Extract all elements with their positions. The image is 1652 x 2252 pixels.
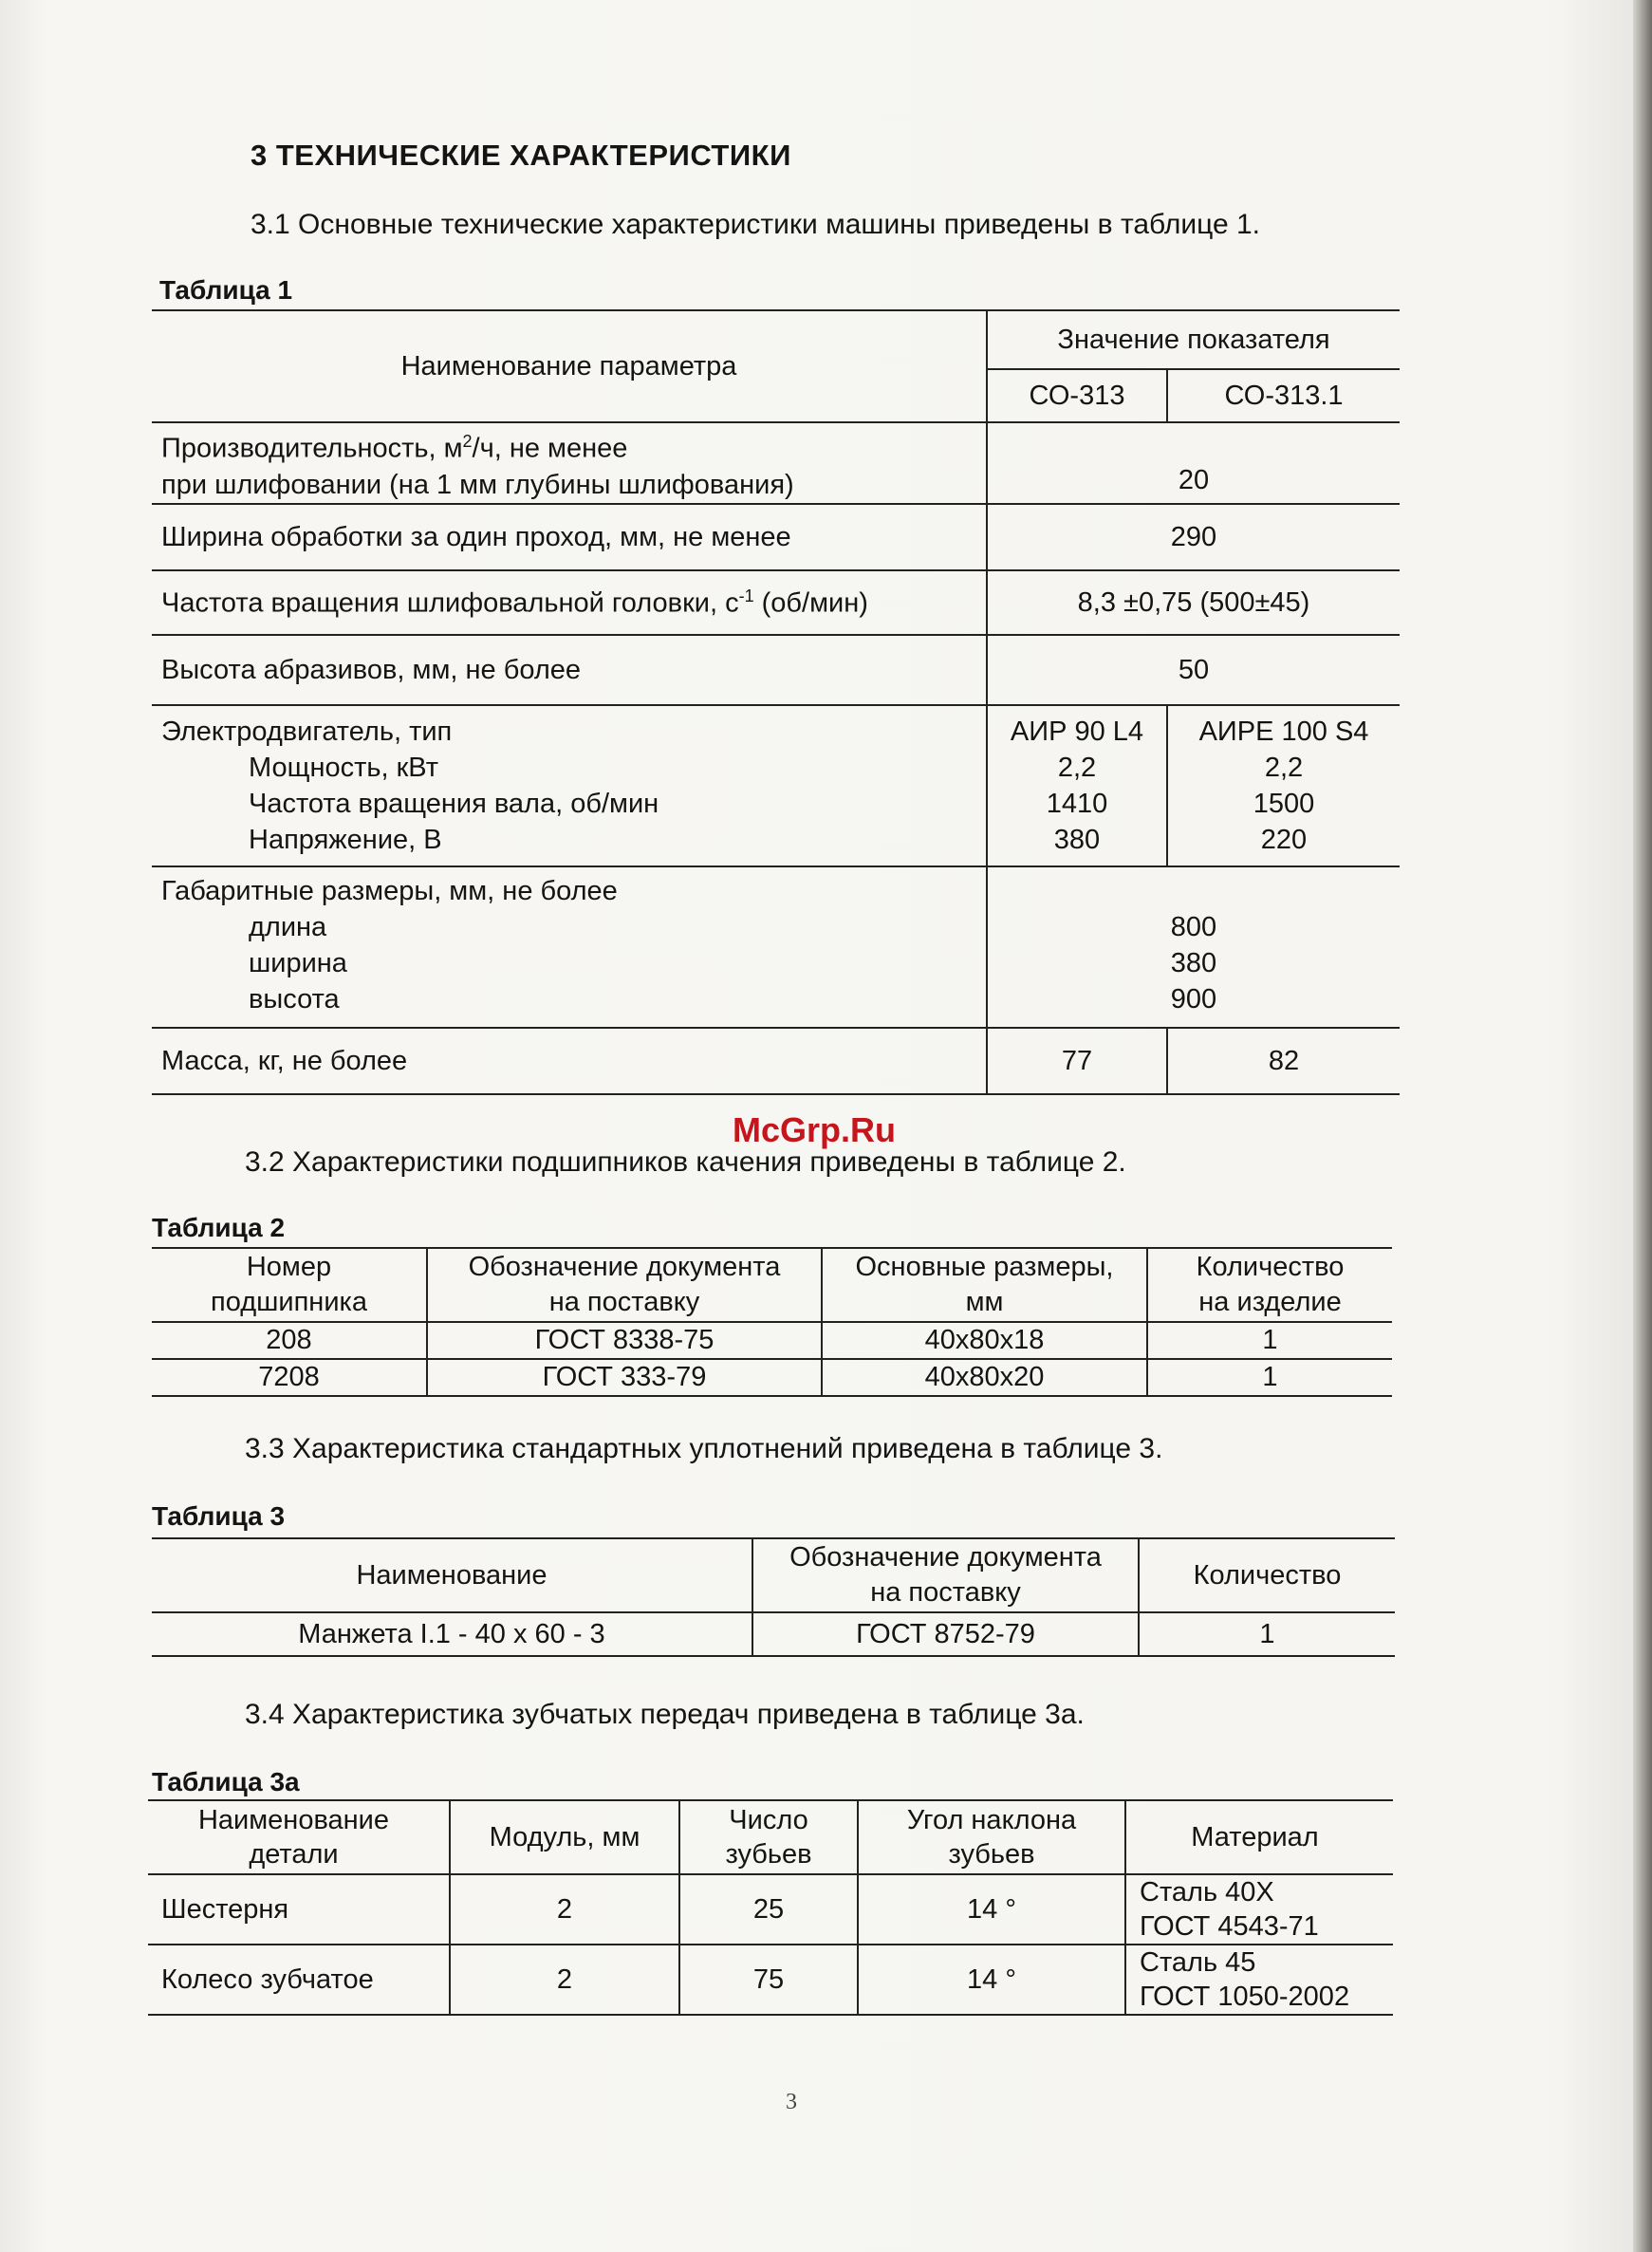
table1-col-a: СО-313 — [987, 369, 1167, 422]
table3-caption: Таблица 3 — [152, 1501, 286, 1531]
table1-head-param: Наименование параметра — [152, 310, 987, 422]
table-row: Производительность, $м^2/ч$, не менее при шлифовании (на 1 мм глубины шлифования) 20 — [152, 422, 1400, 504]
paragraph-3-2: 3.2 Характеристики подшипников качения приведены в таблице 2. — [245, 1146, 1126, 1178]
table1-col-b: СО-313.1 — [1167, 369, 1400, 422]
table3a: Наименование детали Модуль, мм Число зубьев Угол наклона зубьев Материал Шестерня 2 25 14 ° Сталь 40Х ГОСТ 4543-71 Колесо зубчатое 2 75 14 ° Сталь 45 ГОСТ 1050-2002 — [148, 1799, 1393, 2016]
table-row: Манжета I.1 - 40 х 60 - 3 ГОСТ 8752-79 1 — [152, 1612, 1395, 1656]
paragraph-3-4: 3.4 Характеристика зубчатых передач приведена в таблице 3а. — [245, 1699, 1085, 1730]
table-row: 7208 ГОСТ 333-79 40х80х20 1 — [152, 1359, 1392, 1396]
paragraph-3-1: 3.1 Основные технические характеристики машины приведены в таблице 1. — [251, 209, 1261, 240]
table-row: Частота вращения шлифовальной головки, $с^{-1}$ (об/мин) 8,3 ±0,75 (500±45) — [152, 570, 1400, 635]
paragraph-3-3: 3.3 Характеристика стандартных уплотнений приведена в таблице 3. — [245, 1433, 1163, 1464]
table-row: Колесо зубчатое 2 75 14 ° Сталь 45 ГОСТ 1050-2002 — [148, 1945, 1393, 2015]
table-row: Масса, кг, не более 77 82 — [152, 1028, 1400, 1094]
table2: Номер подшипника Обозначение документа на поставку Основные размеры, мм Количество на изделие 208 ГОСТ 8338-75 40х80х18 1 7208 ГОСТ 333-79 40х80х20 1 — [152, 1247, 1392, 1397]
table-row: 208 ГОСТ 8338-75 40х80х18 1 — [152, 1322, 1392, 1359]
page-number: 3 — [786, 2090, 797, 2114]
table-row: Высота абразивов, мм, не более 50 — [152, 635, 1400, 705]
table-row: Шестерня 2 25 14 ° Сталь 40Х ГОСТ 4543-71 — [148, 1874, 1393, 1945]
table2-caption: Таблица 2 — [152, 1213, 286, 1242]
table1-caption: Таблица 1 — [159, 275, 293, 305]
table1-head-value: Значение показателя — [987, 310, 1400, 369]
table-row: Ширина обработки за один проход, мм, не менее 290 — [152, 504, 1400, 570]
table-row: Габаритные размеры, мм, не более длина ширина высота 800 380 900 — [152, 866, 1400, 1028]
table3: Наименование Обозначение документа на поставку Количество Манжета I.1 - 40 х 60 - 3 ГОСТ 8752-79 1 — [152, 1537, 1395, 1657]
table1 — [152, 309, 1400, 1095]
table-row: Электродвигатель, тип Мощность, кВт Частота вращения вала, об/мин Напряжение, В АИР 90 L4 2,2 1410 380 АИРЕ 100 S4 2,2 1500 220 — [152, 705, 1400, 866]
table3a-caption: Таблица 3а — [152, 1767, 300, 1796]
scan-edge-shadow — [1633, 0, 1652, 2252]
watermark: McGrp.Ru — [733, 1110, 897, 1149]
section-title: 3 ТЕХНИЧЕСКИЕ ХАРАКТЕРИСТИКИ — [251, 139, 791, 172]
